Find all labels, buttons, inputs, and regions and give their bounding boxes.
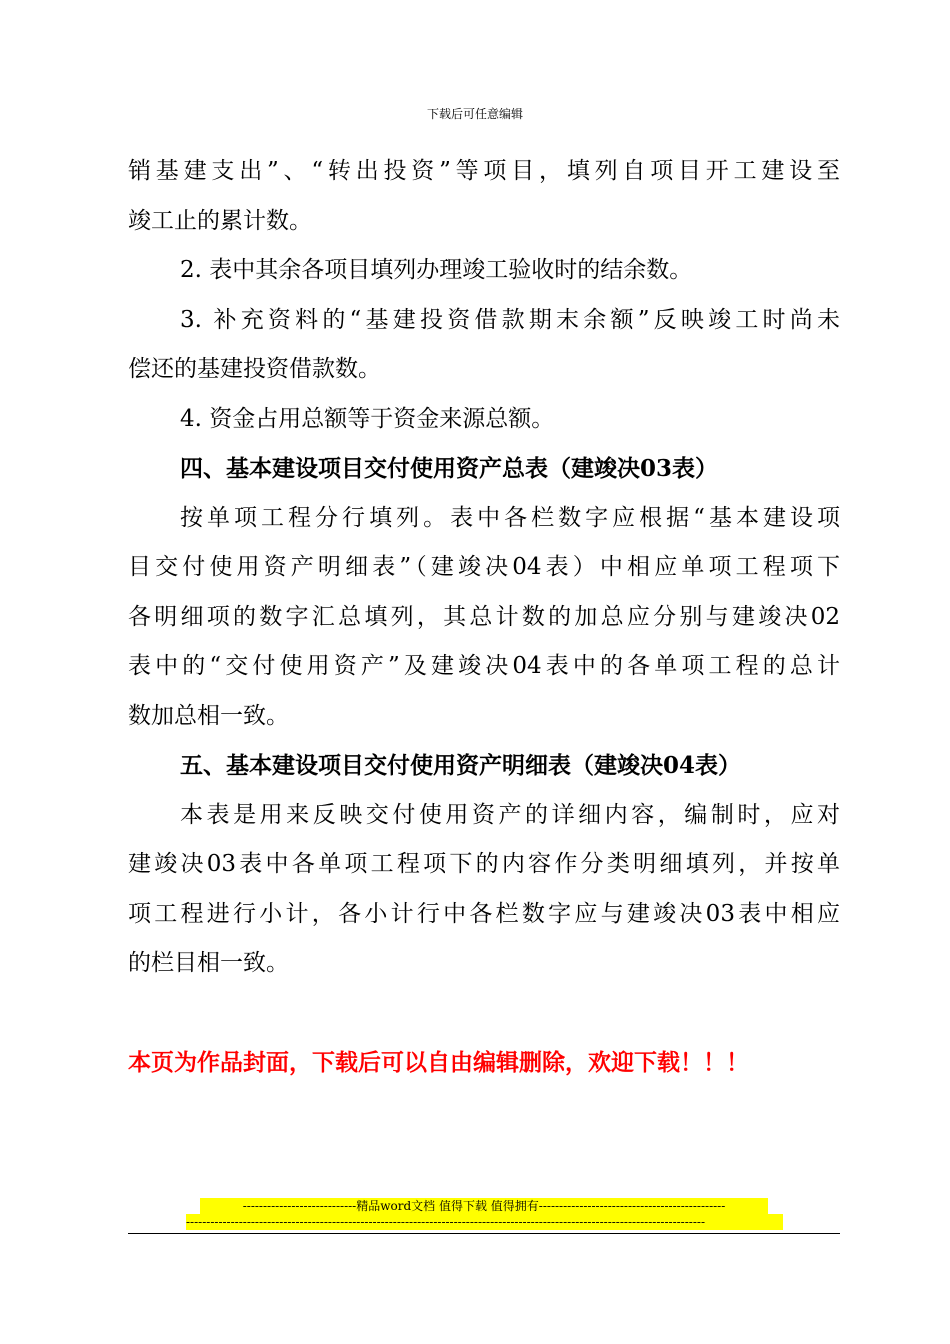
paragraph-line: 项工程进行小计，各小计行中各栏数字应与建竣决03表中相应 bbox=[128, 900, 840, 927]
footer-banner-line: ----------------------------精品word文档 值得下载 值得拥有---------------------------------------------- bbox=[200, 1198, 768, 1214]
paragraph-line: 的栏目相一致。 bbox=[128, 950, 289, 976]
page-header: 下载后可任意编辑 bbox=[426, 107, 523, 121]
paragraph-line: 销基建支出”、“转出投资”等项目，填列自项目开工建设至 bbox=[128, 158, 840, 184]
paragraph-line: 竣工止的累计数。 bbox=[128, 207, 312, 234]
footer-banner-dashes: -------------------------------------------------------------------------------------------------------------------------------- bbox=[186, 1214, 783, 1230]
paragraph-line: 建竣决03表中各单项工程项下的内容作分类明细填列，并按单 bbox=[128, 851, 840, 877]
footer-divider bbox=[128, 1233, 840, 1234]
document-body bbox=[128, 147, 840, 989]
paragraph-line: 3. 补充资料的“基建投资借款期末余额”反映竣工时尚未 bbox=[180, 306, 840, 333]
paragraph-line: 表中的“交付使用资产”及建竣决04表中的各单项工程的总计 bbox=[128, 653, 840, 679]
paragraph-line: 2. 表中其余各项目填列办理竣工验收时的结余数。 bbox=[180, 257, 693, 283]
paragraph-line: 各明细项的数字汇总填列，其总计数的加总应分别与建竣决02 bbox=[128, 603, 840, 630]
paragraph-line: 数加总相一致。 bbox=[128, 702, 289, 729]
paragraph-line: 偿还的基建投资借款数。 bbox=[128, 356, 381, 382]
section-heading: 五、基本建设项目交付使用资产明细表（建竣决04表） bbox=[180, 752, 742, 779]
paragraph-line: 按单项工程分行填列。表中各栏数字应根据“基本建设项 bbox=[180, 504, 840, 531]
download-notice: 本页为作品封面，下载后可以自由编辑删除，欢迎下载！！！ bbox=[128, 1049, 749, 1076]
section-heading: 四、基本建设项目交付使用资产总表（建竣决03表） bbox=[180, 455, 719, 482]
paragraph-line: 4. 资金占用总额等于资金来源总额。 bbox=[180, 405, 555, 432]
paragraph-line: 目交付使用资产明细表”（建竣决04表）中相应单项工程项下 bbox=[128, 554, 840, 580]
paragraph-line: 本表是用来反映交付使用资产的详细内容，编制时，应对 bbox=[180, 801, 840, 828]
